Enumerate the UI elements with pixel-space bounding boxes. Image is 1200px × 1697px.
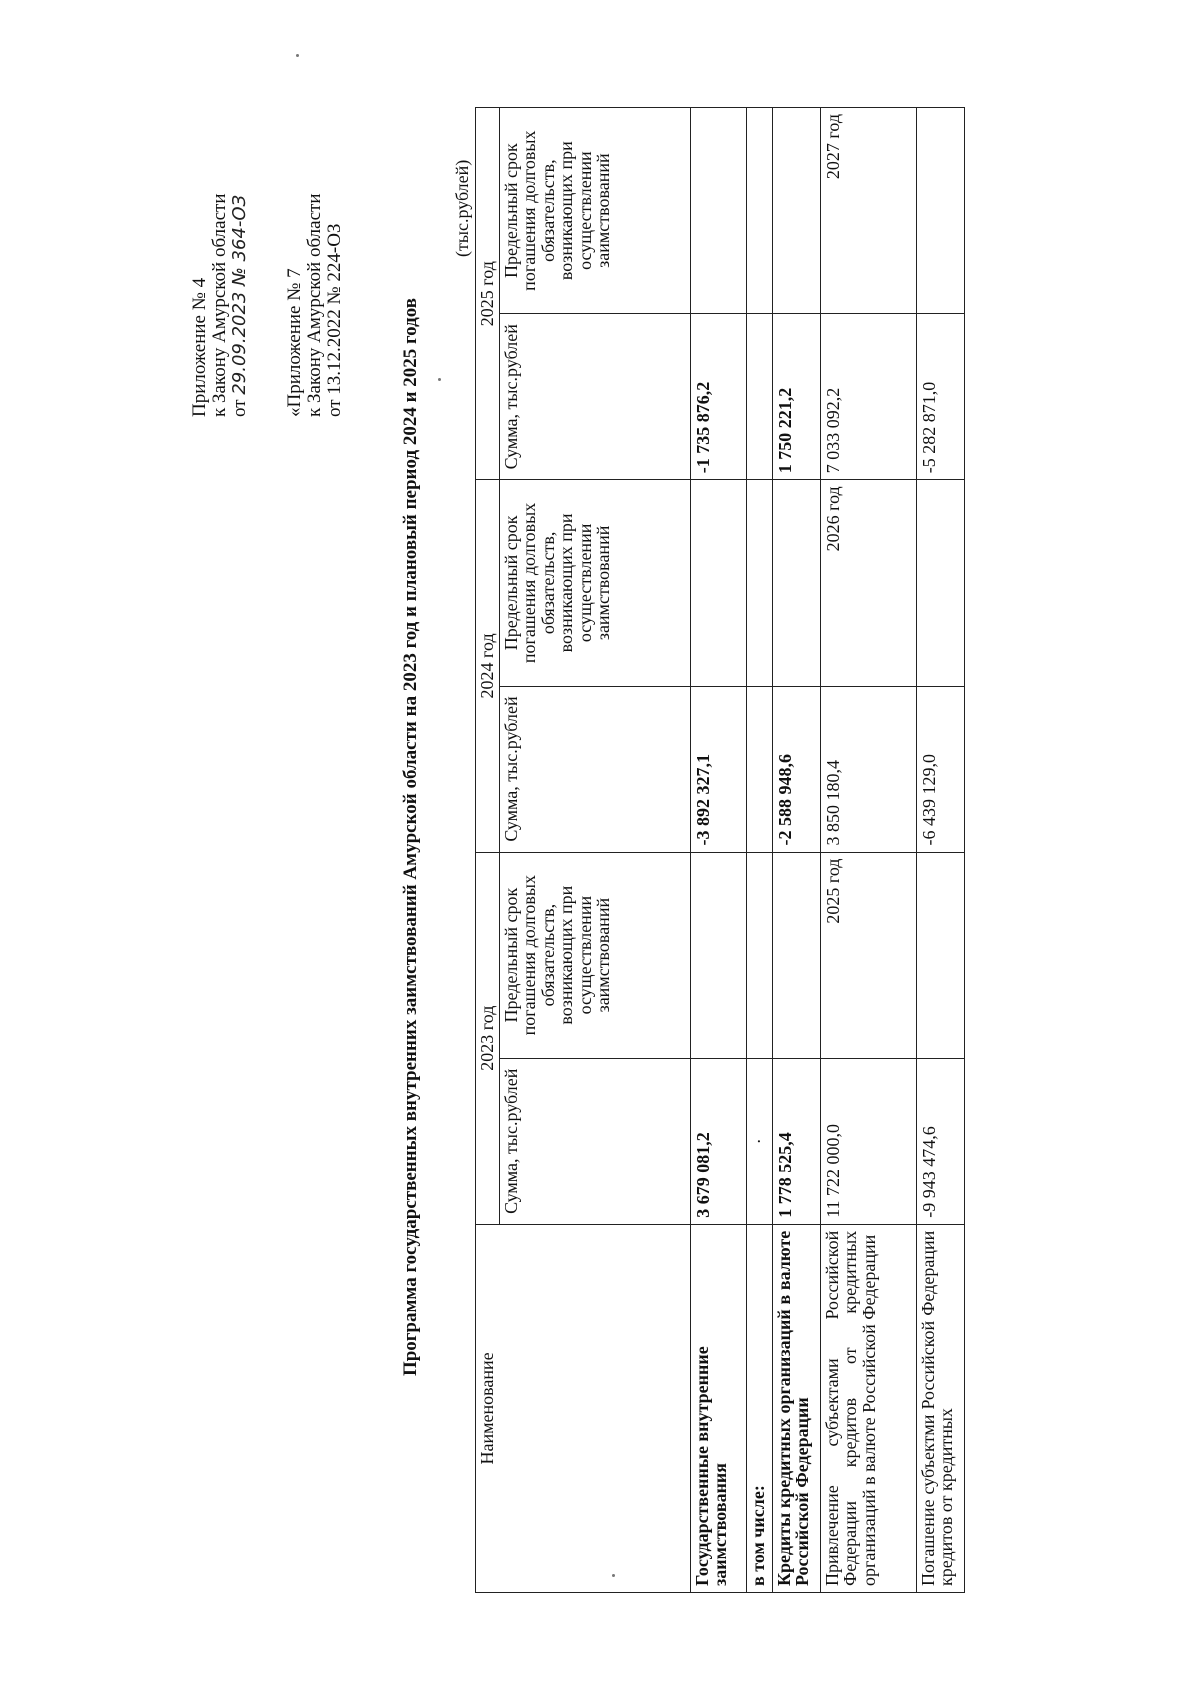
sum-2025 xyxy=(746,314,772,480)
term-2024 xyxy=(916,480,964,686)
sum-header-2023: Сумма, тыс.рублей xyxy=(499,1058,690,1224)
document-title: Программа государственных внутренних заимствований Амурской области на 2023 год и плановый период 2024 и 2025 годов xyxy=(400,297,421,1377)
term-header-2025: Предельный срок погашения долговых обязательств, возникающих при осуществлении заимствований xyxy=(499,108,690,314)
sum-2024: -3 892 327,1 xyxy=(690,686,746,852)
table-row xyxy=(820,108,916,1593)
term-2025 xyxy=(746,108,772,314)
year-header-2024: 2024 год xyxy=(476,480,500,852)
year-header-2025: 2025 год xyxy=(476,108,500,480)
year-header-2023: 2023 год xyxy=(476,852,500,1224)
term-2025 xyxy=(916,108,964,314)
term-2024 xyxy=(772,480,820,686)
term-2023 xyxy=(772,852,820,1058)
appendix-block xyxy=(190,37,250,417)
header-row-years xyxy=(476,108,500,1593)
table-row xyxy=(916,108,964,1593)
col-name-header: Наименование xyxy=(476,1224,691,1592)
term-2023 xyxy=(746,852,772,1058)
sum-2024: -2 588 948,6 xyxy=(772,686,820,852)
table-row xyxy=(746,108,772,1593)
table-row xyxy=(772,108,820,1593)
term-2025 xyxy=(772,108,820,314)
sum-2025: -1 735 876,2 xyxy=(690,314,746,480)
appendix-date xyxy=(230,37,250,417)
handwritten-date-number: 29.09.2023 № 364-ОЗ xyxy=(228,194,250,395)
term-2023 xyxy=(916,852,964,1058)
sum-2024: 3 850 180,4 xyxy=(820,686,916,852)
sum-2024: -6 439 129,0 xyxy=(916,686,964,852)
term-header-2024: Предельный срок погашения долговых обязательств, возникающих при осуществлении заимствований xyxy=(499,480,690,686)
row-name: в том числе: xyxy=(746,1224,772,1592)
borrowing-table xyxy=(475,107,965,1593)
sum-2025: 1 750 221,2 xyxy=(772,314,820,480)
old-appendix-block xyxy=(285,37,345,417)
speck xyxy=(438,378,441,381)
row-name: Привлечение субъектами Российской Федерации кредитов от кредитных организаций в валюте Российской Федерации xyxy=(820,1224,916,1592)
sum-2023: 1 778 525,4 xyxy=(772,1058,820,1224)
appendix-date-prefix: от xyxy=(228,399,250,417)
sum-2024 xyxy=(746,686,772,852)
term-2023 xyxy=(690,852,746,1058)
term-2025: 2027 год xyxy=(820,108,916,314)
sum-2023: · xyxy=(746,1058,772,1224)
sum-2023: -9 943 474,6 xyxy=(916,1058,964,1224)
row-name: Государственные внутренние заимствования xyxy=(690,1224,746,1592)
sum-header-2024: Сумма, тыс.рублей xyxy=(499,686,690,852)
sum-2025: 7 033 092,2 xyxy=(820,314,916,480)
old-appendix-number: «Приложение № 7 xyxy=(284,268,305,417)
row-name: Погашение субъектми Российской Федерации кредитов от кредитных xyxy=(916,1224,964,1592)
term-2024 xyxy=(746,480,772,686)
units-label: (тыс.рублей) xyxy=(452,159,472,257)
row-name: Кредиты кредитных организаций в валюте Российской Федерации xyxy=(772,1224,820,1592)
table-row xyxy=(690,108,746,1593)
appendix-law: к Закону Амурской области xyxy=(208,193,230,417)
term-header-2023: Предельный срок погашения долговых обязательств, возникающих при осуществлении заимствований xyxy=(499,852,690,1058)
term-2024: 2026 год xyxy=(820,480,916,686)
term-2025 xyxy=(690,108,746,314)
old-appendix-law: к Закону Амурской области xyxy=(303,193,325,417)
sum-2025: -5 282 871,0 xyxy=(916,314,964,480)
term-2024 xyxy=(690,480,746,686)
old-appendix-date: от 13.12.2022 № 224-ОЗ xyxy=(323,223,345,417)
term-2023: 2025 год xyxy=(820,852,916,1058)
sum-2023: 11 722 000,0 xyxy=(820,1058,916,1224)
appendix-number: Приложение № 4 xyxy=(189,277,210,417)
sum-2023: 3 679 081,2 xyxy=(690,1058,746,1224)
sum-header-2025: Сумма, тыс.рублей xyxy=(499,314,690,480)
